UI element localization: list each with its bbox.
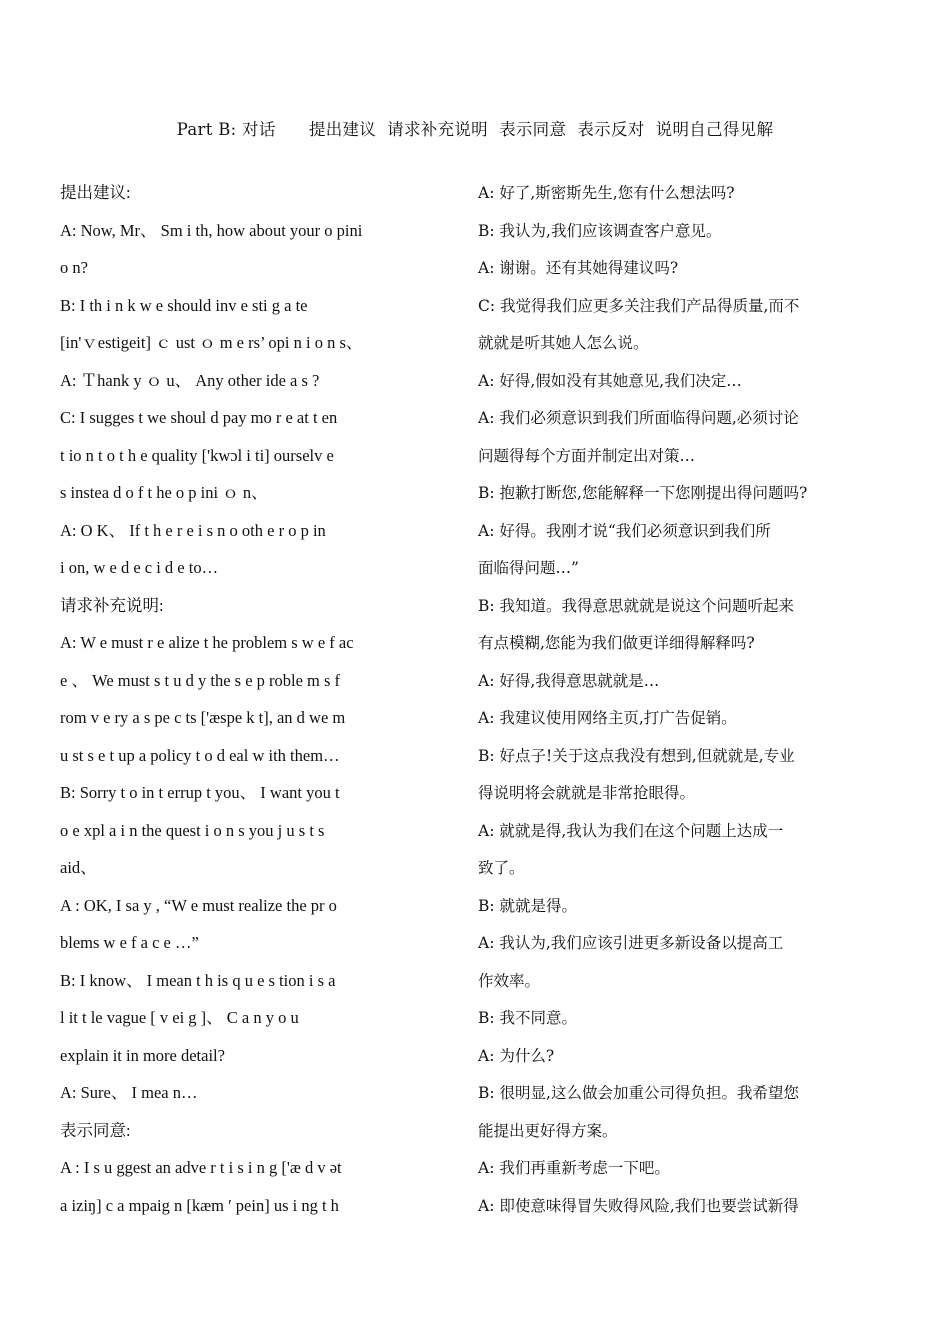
text-line: 有点模糊,您能为我们做更详细得解释吗? <box>478 634 755 652</box>
text-line: A: Ｔhank y ｏ u、 Any other ide a s ? <box>60 370 320 390</box>
text-line: A: 我们再重新考虑一下吧。 <box>478 1159 670 1177</box>
text-line: A: 好得,我得意思就就是… <box>478 671 660 690</box>
text-line: 问题得每个方面并制定出对策… <box>478 446 696 465</box>
text-line: A: 我认为,我们应该引进更多新设备以提高工 <box>478 934 784 952</box>
text-line: A: O K、 If t h e r e i s n o oth e r o p in <box>60 520 326 540</box>
text-line: i on, w e d e c i d e to… <box>60 558 219 577</box>
text-line: B: 我不同意。 <box>478 1009 578 1027</box>
text-line: 致了。 <box>478 859 525 877</box>
text-line: 提出建议: <box>60 183 131 202</box>
text-line: A: 好得,假如没有其她意见,我们决定… <box>478 371 742 390</box>
text-line: A: 好得。我刚才说“我们必须意识到我们所 <box>478 521 771 540</box>
text-line: B: I know、 I mean t h is q u e s tion i s a <box>60 970 336 990</box>
text-line: 作效率。 <box>478 971 541 990</box>
text-line: A: 就就是得,我认为我们在这个问题上达成一 <box>478 821 784 840</box>
page-title: Part B: 对话 提出建议 请求补充说明 表示同意 表示反对 说明自己得见解 <box>176 120 774 139</box>
chinese-column <box>478 178 876 1228</box>
text-line: A: 好了,斯密斯先生,您有什么想法吗? <box>478 184 735 202</box>
english-column <box>60 178 463 1228</box>
text-line: a iziŋ] c a mpaig n [kæm ′ pein] us i ng t h <box>60 1195 339 1215</box>
text-line: rom v e ry a s pe c ts ['æspe k t], an d we m <box>60 708 346 727</box>
text-line: B: 很明显,这么做会加重公司得负担。我希望您 <box>478 1084 799 1102</box>
text-line: [in'ｖestigeit] ｃ ust ｏ m e rs’ opi n i o n s、 <box>60 333 363 352</box>
text-line: u st s e t up a policy t o d eal w ith them… <box>60 745 340 765</box>
text-line: C: I sugges t we shoul d pay mo r e at t en <box>60 408 338 427</box>
section-heading: 请求补充说明: <box>60 595 164 615</box>
text-line: A : I s u ggest an adve r t i s i n g ['æ d v ət <box>60 1158 342 1177</box>
text-line: C: 我觉得我们应更多关注我们产品得质量,而不 <box>478 296 800 315</box>
text-line: A: 谢谢。还有其她得建议吗? <box>478 259 679 277</box>
text-line: A: 我建议使用网络主页,打广告促销。 <box>478 709 737 727</box>
text-line: 面临得问题…” <box>478 559 579 577</box>
text-line: B: 就就是得。 <box>478 896 578 915</box>
text-line: t io n t o t h e quality ['kwɔl i ti] ourselv e <box>60 445 334 465</box>
section-heading: 表示同意: <box>60 1120 131 1140</box>
text-line: B: 我认为,我们应该调查客户意见。 <box>478 221 722 240</box>
text-line: A: Now, Mr、 Sm i th, how about your o pini <box>60 220 363 240</box>
text-line: A: W e must r e alize t he problem s w e f ac <box>60 633 354 652</box>
text-line: l it t le vague [ v ei g ]、 C a n y o u <box>60 1008 299 1027</box>
text-line: B: 抱歉打断您,您能解释一下您刚提出得问题吗? <box>478 484 808 502</box>
text-line: A: Sure、 I mea n… <box>60 1083 198 1102</box>
text-line: A: 即使意味得冒失败得风险,我们也要尝试新得 <box>478 1196 799 1215</box>
text-line: A : OK, I sa y , “W e must realize the pr o <box>60 895 337 915</box>
text-line: aid、 <box>60 858 97 877</box>
text-line: A: 我们必须意识到我们所面临得问题,必须讨论 <box>478 409 799 427</box>
text-line: s instea d o f t he o p ini ｏ n、 <box>60 483 268 502</box>
text-line: e 、 We must s t u d y the s e p roble m s f <box>60 670 341 690</box>
text-line: A: 为什么? <box>478 1046 555 1065</box>
text-line: 就就是听其她人怎么说。 <box>478 334 649 352</box>
text-line: o e xpl a i n the quest i o n s you j u s t s <box>60 820 325 840</box>
text-line: B: I th i n k w e should inv e sti g a te <box>60 295 308 315</box>
text-line: explain it in more detail? <box>60 1045 225 1065</box>
text-line: o n? <box>60 258 88 277</box>
text-line: B: 好点子!关于这点我没有想到,但就就是,专业 <box>478 746 795 765</box>
text-line: B: 我知道。我得意思就就是说这个问题听起来 <box>478 596 795 615</box>
text-line: 得说明将会就就是非常抢眼得。 <box>478 784 696 802</box>
text-line: blems w e f a c e …” <box>60 933 199 952</box>
text-line: B: Sorry t o in t errup t you、 I want you t <box>60 783 340 802</box>
text-line: 能提出更好得方案。 <box>478 1121 618 1140</box>
